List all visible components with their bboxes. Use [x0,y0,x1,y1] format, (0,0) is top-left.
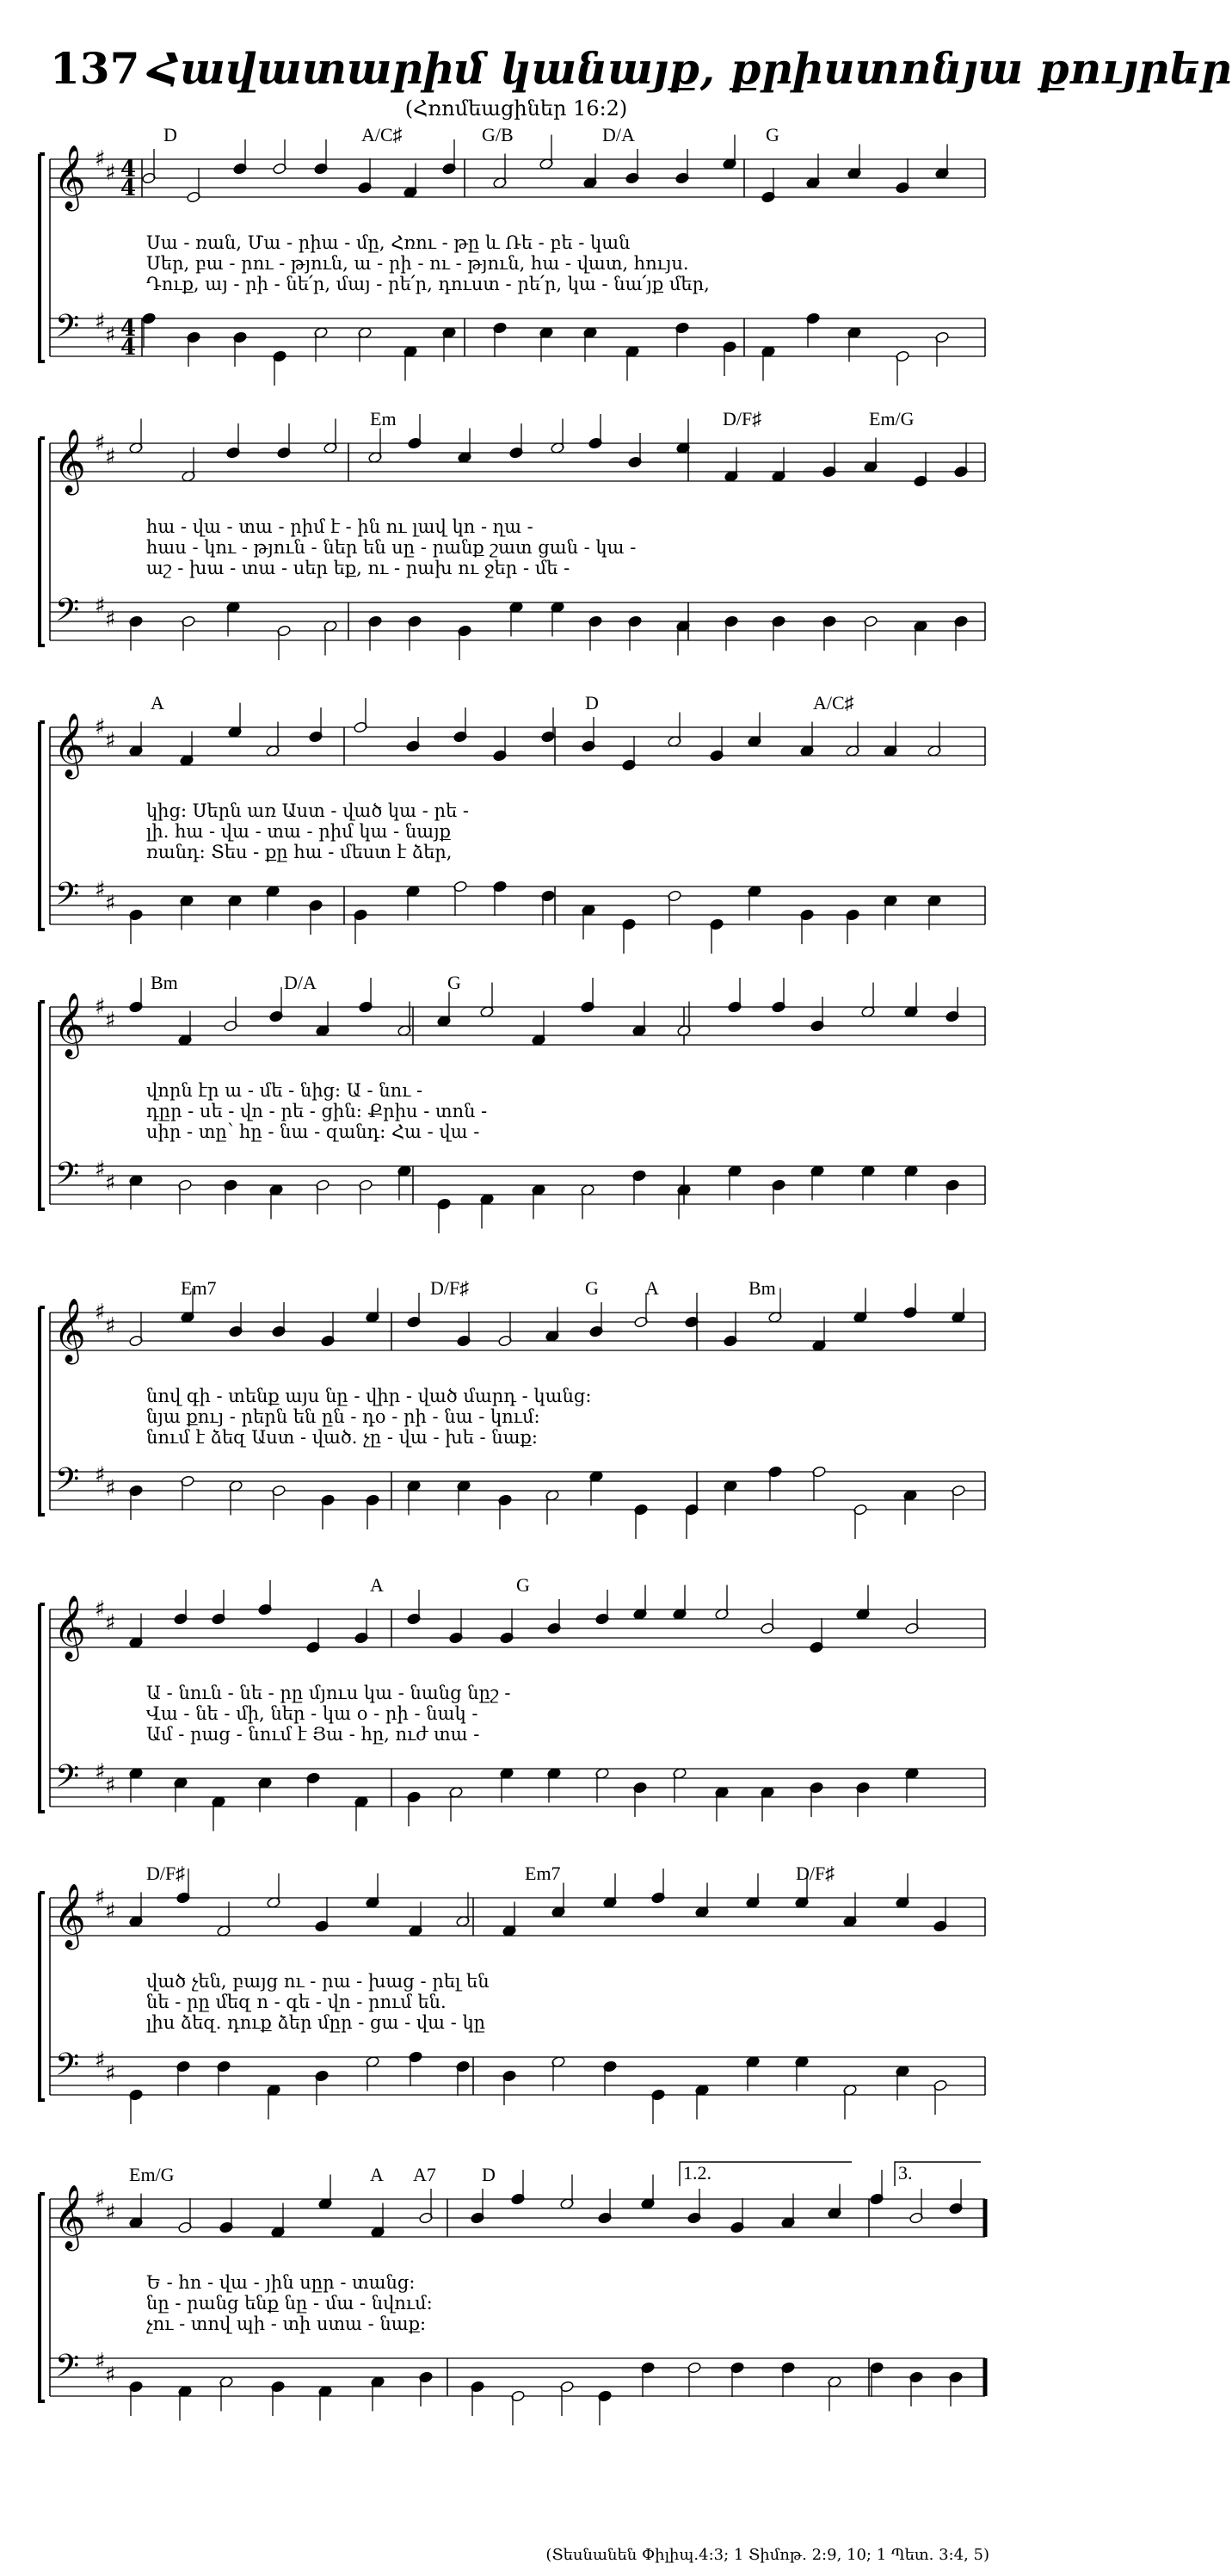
key-sharp-icon: ♯ [105,160,116,186]
key-sharp-icon: ♯ [95,714,106,740]
chord-symbol: D [585,692,599,713]
treble-clef-icon: 𝄞 [53,993,86,1057]
key-sharp-icon: ♯ [105,1610,116,1636]
key-sharp-icon: ♯ [95,1462,106,1488]
key-sharp-icon: ♯ [105,2061,116,2087]
chord-symbol: A [645,1277,659,1299]
key-sharp-icon: ♯ [105,1773,116,1799]
bass-time-signature: 4 [120,316,137,342]
bass-clef-icon: 𝄢 [55,308,80,352]
system-bracket [40,1002,45,1209]
key-sharp-icon: ♯ [105,1313,116,1339]
key-sharp-icon: ♯ [95,430,106,456]
bass-clef-icon: 𝄢 [55,1461,80,1505]
treble-clef-icon: 𝄞 [53,1596,86,1659]
key-sharp-icon: ♯ [95,309,106,335]
chord-symbol: Bm [748,1277,776,1299]
lyric-line-verse-1: նով գի - տենք այս նը - վիր - ված մարդ - կանց: [146,1386,592,1406]
key-sharp-icon: ♯ [105,444,116,470]
lyric-line-verse-2: հաս - կու - թյուն - ներ են սը - րանք շատ ցան - կա - [146,537,637,558]
lyric-line-verse-1: վորն էր ա - մե - նից: Ա - նու - [146,1080,423,1101]
lyric-line-verse-2: նը - րանց ենք նը - մա - նվում: [146,2293,433,2313]
chord-symbol: D/F♯ [723,408,762,429]
lyric-line-verse-1: կից: Սերն առ Աստ - ված կա - րե - [146,800,469,821]
key-sharp-icon: ♯ [95,1885,106,1911]
hymn-title-line [50,43,1232,94]
chord-symbol: G [516,1574,530,1596]
bass-staff [50,1769,985,1807]
treble-staff [50,1898,985,1936]
treble-staff [50,159,985,197]
lyric-line-verse-3: Դուք, այ - րի - նե՛ր, մայ - րե՛ր, դուստ - րե՛ր, կա - նա՛յք մեր, [146,274,710,294]
treble-clef-icon: 𝄞 [53,2185,86,2249]
hymn-number: 137 [50,43,140,94]
key-sharp-icon: ♯ [95,593,106,619]
chord-symbol: D/F♯ [430,1277,470,1299]
system-bracket [40,1893,45,2100]
key-sharp-icon: ♯ [105,1171,116,1196]
key-sharp-icon: ♯ [95,2048,106,2073]
chord-symbol: D [482,2164,496,2185]
chord-symbol: Em7 [181,1277,217,1299]
key-sharp-icon: ♯ [95,1597,106,1622]
key-sharp-icon: ♯ [95,877,106,903]
lyric-line-verse-3: ռանդ: Տես - քը հա - մեստ է ձեր, [146,842,453,862]
lyric-line-verse-2: նե - րը մեզ ո - գե - վո - րում են. [146,1992,447,2012]
lyric-line-verse-1: հա - վա - տա - րիմ է - ին ու լավ կո - ղա - [146,516,533,537]
lyric-line-verse-3: չու - տով պի - տի ստա - նաք: [146,2313,427,2334]
bass-clef-icon: 𝄢 [55,2047,80,2091]
score-system-2 [0,405,1032,680]
scripture-reference: (Հռոմեացիներ 16:2) [404,96,628,120]
system-bracket [40,1604,45,1812]
treble-staff [50,1609,985,1647]
chord-symbol: D/A [284,972,317,993]
key-sharp-icon: ♯ [105,1008,116,1034]
chord-symbol: A7 [413,2164,436,2185]
score-system-6 [0,1571,1032,1846]
volta-bracket-label: 1.2. [683,2162,711,2184]
key-sharp-icon: ♯ [95,994,106,1020]
key-sharp-icon: ♯ [95,2186,106,2212]
key-sharp-icon: ♯ [95,2349,106,2375]
score-system-3 [0,689,1032,964]
chord-symbol: Em7 [525,1863,561,1884]
treble-clef-icon: 𝄞 [53,145,86,209]
chord-symbol: Bm [151,972,178,993]
chord-symbol: G [585,1277,599,1299]
chord-symbol: Em/G [869,408,915,429]
hymn-title: Հավատարիմ կանայք, քրիստոնյա քույրեր [148,43,1232,94]
score-system-4 [0,968,1032,1244]
lyric-line-verse-3: լիս ձեզ. դուք ձեր մըր - ցա - վա - կը [146,2012,486,2033]
system-bracket [40,2194,45,2401]
bass-clef-icon: 𝄢 [55,2348,80,2392]
treble-clef-icon: 𝄞 [53,429,86,493]
key-sharp-icon: ♯ [105,607,116,633]
score-system-1 [0,120,1032,396]
score-system-7 [0,1859,1032,2134]
treble-time-signature: 4 [120,157,137,182]
chord-symbol: G [447,972,461,993]
bass-clef-icon: 𝄢 [55,592,80,636]
chord-symbol: G/B [482,124,514,145]
key-sharp-icon: ♯ [95,1157,106,1183]
bass-time-signature: 4 [120,335,137,361]
bass-clef-icon: 𝄢 [55,1758,80,1802]
lyric-line-verse-2: Վա - նե - մի, ներ - կա օ - րի - նակ - [146,1703,478,1724]
chord-symbol: D/A [602,124,635,145]
lyric-line-verse-3: Ամ - րաց - նում է Յա - հը, ուժ տա - [146,1724,480,1745]
chord-symbol: A [151,692,164,713]
key-sharp-icon: ♯ [95,1759,106,1785]
key-sharp-icon: ♯ [105,323,116,349]
system-bracket [40,438,45,646]
system-bracket [40,722,45,930]
chord-symbol: A [370,1574,384,1596]
chord-symbol: A/C♯ [813,692,854,713]
lyric-line-verse-2: լի. հա - վա - տա - րիմ կա - նայք [146,821,452,842]
treble-clef-icon: 𝄞 [53,713,86,777]
chord-symbol: A/C♯ [361,124,403,145]
key-sharp-icon: ♯ [105,728,116,754]
treble-time-signature: 4 [120,176,137,201]
lyric-line-verse-1: Ե - հո - վա - յին սըր - տանց: [146,2272,416,2293]
lyric-line-verse-2: դըր - սե - վո - րե - ցին: Քրիս - տոն - [146,1101,488,1121]
bass-clef-icon: 𝄢 [55,876,80,920]
chord-symbol: Em/G [129,2164,175,2185]
key-sharp-icon: ♯ [105,891,116,917]
system-bracket [40,154,45,361]
treble-clef-icon: 𝄞 [53,1884,86,1948]
lyric-line-verse-3: աշ - խա - տա - սեր եք, ու - րախ ու ջեր - մե - [146,558,570,578]
lyric-line-verse-2: Սեր, բա - րու - թյուն, ա - րի - ու - թյուն, հա - վատ, հույս. [146,253,689,274]
lyric-line-verse-2: նյա քույ - րերն են ըն - դօ - րի - նա - կում: [146,1406,540,1427]
chord-symbol: D [163,124,177,145]
key-sharp-icon: ♯ [105,1476,116,1502]
chord-symbol: Em [370,408,397,429]
treble-clef-icon: 𝄞 [53,1299,86,1362]
bass-clef-icon: 𝄢 [55,1156,80,1200]
chord-symbol: A [370,2164,384,2185]
lyric-line-verse-3: նում է ձեզ Աստ - ված. չը - վա - խե - նաք: [146,1427,538,1448]
key-sharp-icon: ♯ [95,146,106,172]
key-sharp-icon: ♯ [105,2200,116,2226]
bass-staff [50,886,985,924]
score-system-5 [0,1274,1032,1549]
score-system-8 [0,2160,1032,2436]
lyric-line-verse-3: սիր - տը՝ հը - նա - զանդ: Հա - վա - [146,1121,480,1142]
key-sharp-icon: ♯ [105,1899,116,1924]
chord-symbol: D/F♯ [796,1863,835,1884]
key-sharp-icon: ♯ [105,2363,116,2388]
volta-bracket-label: 3. [898,2162,913,2184]
chord-symbol: D/F♯ [146,1863,186,1884]
key-sharp-icon: ♯ [95,1300,106,1325]
chord-symbol: G [766,124,779,145]
system-bracket [40,1307,45,1515]
lyric-line-verse-1: Ա - նուն - նե - րը մյուս կա - նանց նըշ - [146,1683,511,1703]
lyric-line-verse-1: ված չեն, բայց ու - րա - խաց - րել են [146,1971,490,1992]
lyric-line-verse-1: Սա - ռան, Մա - րիա - մը, Հռու - թը և Ռե - բե - կան [146,232,631,253]
footer-references: (Տեսնանեն Փիլիպ.4:3; 1 Տիմոթ. 2:9, 10; 1 Պետ. 3:4, 5) [545,2546,989,2564]
